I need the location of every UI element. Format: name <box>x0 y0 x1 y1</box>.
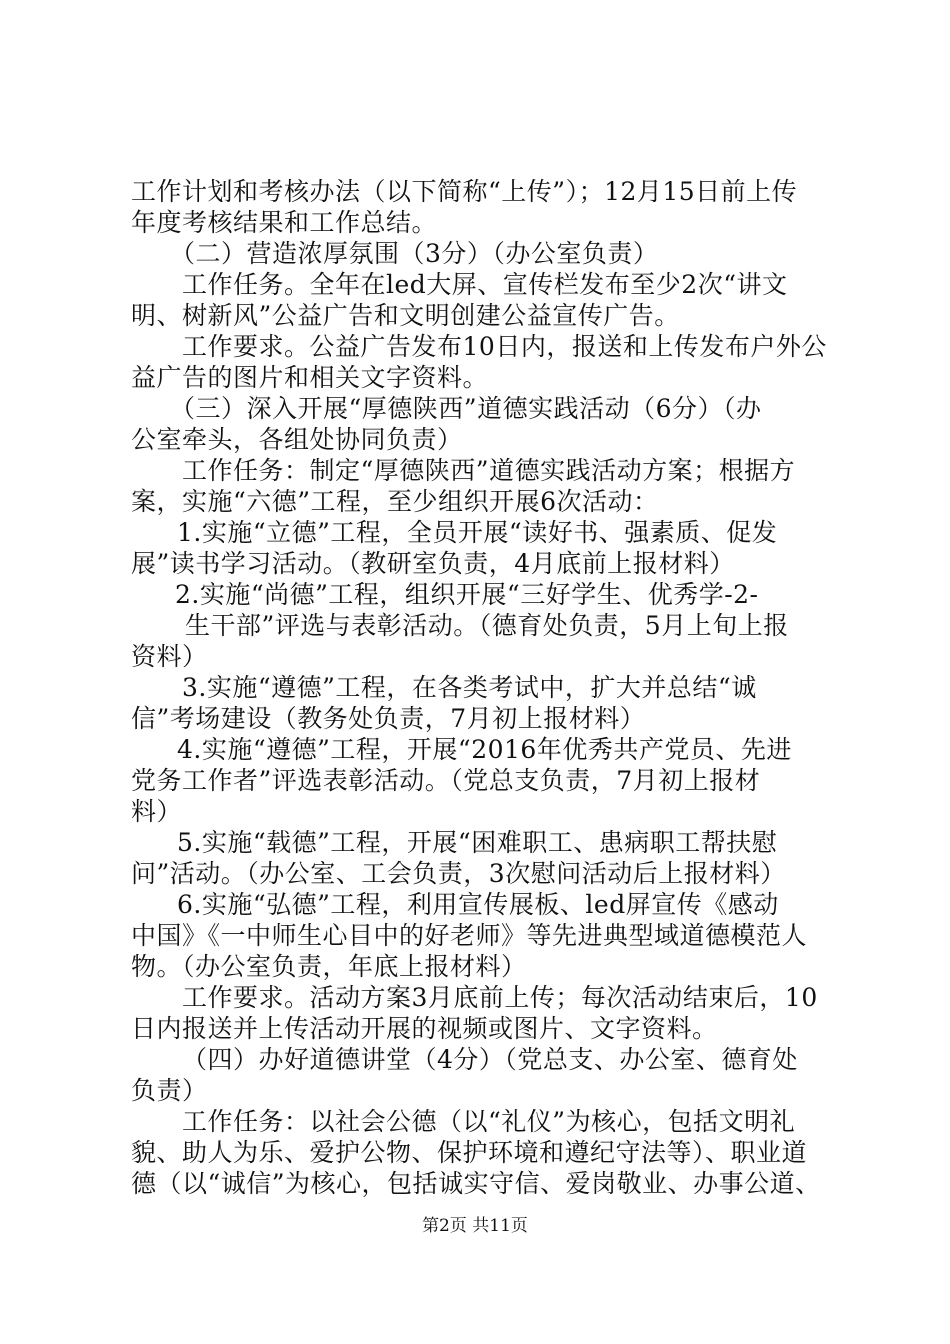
text-line: 年度考核结果和工作总结。 <box>131 208 438 237</box>
text-line: 中国》《一中师生心目中的好老师》等先进典型域道德模范人 <box>131 921 808 950</box>
text-line: 工作任务：以社会公德（以“礼仪”为核心，包括文明礼 <box>182 1107 796 1136</box>
text-line: 负责） <box>131 1076 208 1105</box>
text-line: 工作任务：制定“厚德陕西”道德实践活动方案；根据方 <box>182 456 796 485</box>
text-line: 展”读书学习活动。（教研室负责，4月底前上报材料） <box>131 549 735 578</box>
text-line: 益广告的图片和相关文字资料。 <box>131 363 489 392</box>
text-line: 信”考场建设（教务处负责，7月初上报材料） <box>131 704 646 733</box>
list-item: 1.实施“立德”工程，全员开展“读好书、强素质、促发 <box>177 518 778 547</box>
text-line: 貌、助人为乐、爱护公物、保护环境和遵纪守法等）、职业道 <box>131 1138 808 1167</box>
text-line: 工作要求。公益广告发布10日内，报送和上传发布户外公 <box>182 332 827 361</box>
text-line: 工作任务。全年在led大屏、宣传栏发布至少2次“讲文 <box>182 270 788 299</box>
text-line: 公室牵头，各组处协同负责） <box>131 425 463 454</box>
list-item: 6.实施“弘德”工程，利用宣传展板、led屏宣传《感动 <box>177 890 779 919</box>
text-line: 明、树新风”公益广告和文明创建公益宣传广告。 <box>131 301 680 330</box>
text-line: 工作要求。活动方案3月底前上传；每次活动结束后，10 <box>182 983 818 1012</box>
text-line: 工作计划和考核办法（以下简称“上传”）；12月15日前上传 <box>131 177 798 206</box>
page-footer: 第2页 共11页 <box>422 1216 528 1236</box>
text-line: 问”活动。（办公室、工会负责，3次慰问活动后上报材料） <box>131 859 786 888</box>
section-heading: （二）营造浓厚氛围（3分）（办公室负责） <box>170 239 659 268</box>
text-line: 物。（办公室负责，年底上报材料） <box>131 952 527 981</box>
list-item: 2.实施“尚德”工程，组织开展“三好学生、优秀学-2- <box>175 580 759 609</box>
text-line: 料） <box>131 797 183 826</box>
text-line: 资料） <box>131 642 208 671</box>
text-line: 案，实施“六德”工程，至少组织开展6次活动： <box>131 487 659 516</box>
list-item: 4.实施“遵德”工程，开展“2016年优秀共产党员、先进 <box>177 735 792 764</box>
text-line: 日内报送并上传活动开展的视频或图片、文字资料。 <box>131 1014 718 1043</box>
section-heading: （四）办好道德讲堂（4分）（党总支、办公室、德育处 <box>182 1045 798 1074</box>
text-line: 党务工作者”评选表彰活动。（党总支负责，7月初上报材 <box>131 766 761 795</box>
text-line: 生干部”评选与表彰活动。（德育处负责，5月上旬上报 <box>185 611 789 640</box>
section-heading: （三）深入开展“厚德陕西”道德实践活动（6分）（办 <box>170 394 762 423</box>
text-line: 德（以“诚信”为核心，包括诚实守信、爱岗敬业、办事公道、 <box>131 1169 821 1198</box>
list-item: 3.实施“遵德”工程，在各类考试中，扩大并总结“诚 <box>182 673 757 702</box>
list-item: 5.实施“载德”工程，开展“困难职工、患病职工帮扶慰 <box>177 828 778 857</box>
